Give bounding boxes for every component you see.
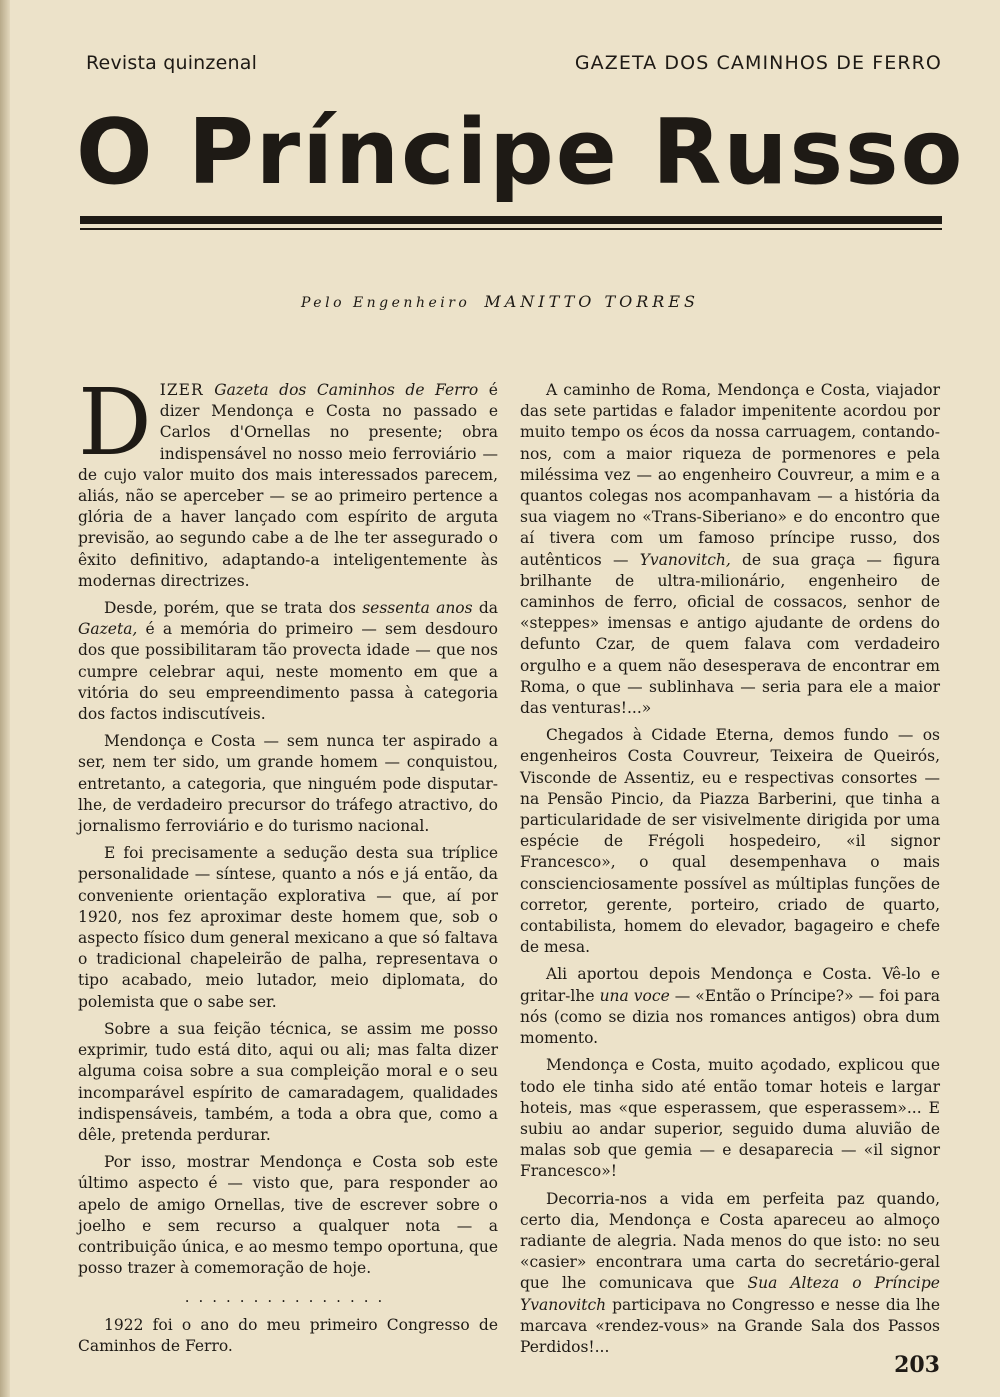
paragraph-text: Decorria-nos a vida em perfeita paz quando, certo dia, Mendonça e Costa apareceu ao almoço radiante de alegria. Nada menos do que isto: no seu «casier» encontrara uma carta do secretário-geral que lhe comunicava que bbox=[520, 1189, 940, 1293]
paragraph: E foi precisamente a sedução desta sua tríplice personalidade — síntese, quanto a nós e já então, da conveniente orientação explorativa — que, aí por 1920, nos fez aproximar deste homem que, sob o aspecto físico dum general mexicano a que só faltava o tradicional chapeleirão de palha, representava o tipo acabado, meio lutador, meio diplomata, do polemista que o sabe ser. bbox=[78, 844, 498, 1011]
running-header-right: GAZETA DOS CAMINHOS DE FERRO bbox=[574, 52, 942, 74]
drop-cap-word: IZER bbox=[159, 381, 204, 399]
paragraph-text: é dizer Mendonça e Costa no passado e Carlos d'Ornellas no presente; obra indispensável no nosso meio ferroviário — de cujo valor muito dos mais interessados parecem, aliás, não se aperceber — se ao primeiro pertence a glória de a haver lançado com espírito de arguta previsão, ao segundo cabe a de lhe ter assegurado o êxito definitivo, adaptando-a inteligentemente às modernas directrizes. bbox=[78, 381, 498, 590]
paragraph bbox=[520, 1189, 940, 1359]
paragraph-text: de sua graça — figura brilhante de ultra-milionário, engenheiro de caminhos de ferro, oficial de cossacos, senhor de «steppes» imensas e antigo ajudante de ordens do defunto Czar, de quem falava com verdadeiro orgulho e a quem não desesperava de encontrar em Roma, o que — sublinhava — seria para ele a maior das venturas!...» bbox=[520, 550, 940, 718]
right-column bbox=[520, 380, 940, 1364]
italic-text: una voce bbox=[599, 986, 670, 1005]
section-divider-dots: ............... bbox=[184, 1288, 392, 1307]
title-rule-thin bbox=[80, 228, 942, 230]
italic-text: sessenta anos bbox=[362, 599, 473, 618]
italic-text: Gazeta dos Caminhos de Ferro bbox=[214, 381, 479, 399]
italic-text: Yvanovitch, bbox=[639, 550, 731, 569]
italic-text: Gazeta, bbox=[78, 620, 138, 639]
paragraph-text: participava no Congresso e nesse dia lhe marcava «rendez-vous» na Grande Sala dos Passos Perdidos!... bbox=[520, 1295, 940, 1356]
byline-lead: Pelo Engenheiro bbox=[301, 295, 471, 311]
paragraph-text: é a memória do primeiro — sem desdouro dos que possibilitaram tão provecta idade — que nos cumpre celebrar aqui, neste momento em que a vitória do seu empreendimento passa à categoria dos factos indiscutíveis. bbox=[78, 620, 498, 724]
byline-author: MANITTO TORRES bbox=[484, 292, 699, 311]
paragraph bbox=[520, 964, 940, 1049]
paragraph: Mendonça e Costa — sem nunca ter aspirado a ser, nem ter sido, um grande homem — conquistou, entretanto, a categoria, que ninguém pode disputar-lhe, de verdadeiro precursor do tráfego atractivo, do jornalismo ferroviário e do turismo nacional. bbox=[78, 732, 498, 836]
paragraph-text: Ali aportou depois Mendonça e Costa. Vê-lo e gritar-lhe bbox=[520, 965, 940, 1005]
paragraph: Por isso, mostrar Mendonça e Costa sob este último aspecto é — visto que, para responder ao apelo de amigo Ornellas, tive de escrever sobre o joelho e sem recurso a qualquer nota — a contribuição única, e ao mesmo tempo oportuna, que posso trazer à comemoração de hoje. bbox=[78, 1153, 498, 1278]
paragraph-text: — «Então o Príncipe?» — foi para nós (como se dizia nos romances antigos) obra dum momento. bbox=[520, 986, 940, 1048]
paragraph-text: Desde, porém, que se trata dos bbox=[104, 599, 356, 618]
article-title: O Príncipe Russo bbox=[76, 100, 965, 205]
drop-cap: D bbox=[78, 369, 152, 476]
paragraph bbox=[78, 598, 498, 725]
paragraph: Sobre a sua feição técnica, se assim me posso exprimir, tudo está dito, aqui ou ali; mas falta dizer alguma coisa sobre a sua compleição moral e o seu incomparável espírito de camaradagem, qualidades indispensáveis, também, a toda a obra que, como a dêle, pretenda perdurar. bbox=[78, 1019, 498, 1144]
italic-text: Sua Alteza o Príncipe Yvanovitch bbox=[520, 1274, 940, 1314]
paragraph-text: da bbox=[478, 599, 498, 618]
page-number: 203 bbox=[894, 1352, 940, 1378]
page-spine-shadow bbox=[0, 0, 10, 1397]
paragraph bbox=[520, 380, 940, 719]
title-rule-thick bbox=[80, 216, 942, 224]
paragraph: Mendonça e Costa, muito açodado, explicou que todo ele tinha sido até então tomar hoteis e largar hoteis, mas «que esperassem, que esperassem»... E subiu ao andar superior, seguido duma aluvião de malas sob que gemia — e desaparecia — «il signor Francesco»! bbox=[520, 1056, 940, 1181]
left-column bbox=[78, 369, 498, 1363]
paragraph: Chegados à Cidade Eterna, demos fundo — os engenheiros Costa Couvreur, Teixeira de Queirós, Visconde de Assentiz, eu e respectivas consortes — na Pensão Pincio, da Piazza Barberini, que tinha a particularidade de ser visivelmente dirigida por uma espécie de Frégoli hospedeiro, «il signor Francesco», o qual desempenhava o mais conscienciosamente possível as múltiplas funções de corretor, gerente, porteiro, criado de quarto, contabilista, homem do elevador, bagageiro e chefe de mesa. bbox=[520, 726, 940, 957]
paragraph bbox=[78, 369, 498, 592]
running-header-left: Revista quinzenal bbox=[86, 52, 258, 74]
paragraph-text: A caminho de Roma, Mendonça e Costa, viajador das sete partidas e falador impenitente acordou por muito tempo os écos da nossa carruagem, contando-nos, com a maior riqueza de pormenores e pela miléssima vez — ao engenheiro Couvreur, a mim e a quantos colegas nos acompanhavam — a história da sua viagem no «Trans-Siberiano» e do encontro que aí tivera com um famoso príncipe russo, dos autênticos — bbox=[520, 381, 940, 569]
paragraph: 1922 foi o ano do meu primeiro Congresso de Caminhos de Ferro. bbox=[78, 1315, 498, 1355]
byline bbox=[0, 292, 1000, 311]
